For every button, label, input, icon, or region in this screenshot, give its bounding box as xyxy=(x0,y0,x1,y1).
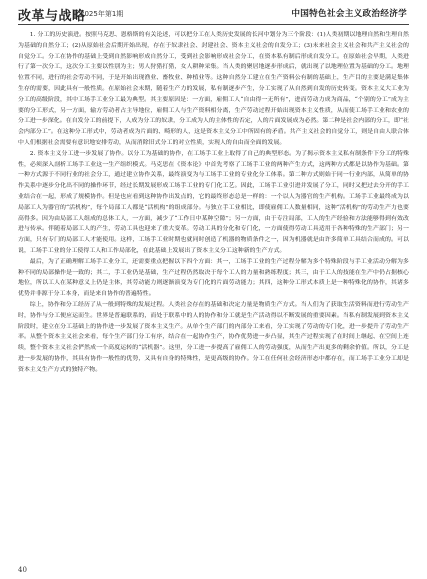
paragraph: 综上，协作和分工经历了从一般到特殊的发展过程。人类社会存在的基础和决定力量是物质生产方式。当人们为了获取生活资料而进行劳动生产时，协作与分工便应运而生。世界是普遍联系的，而处于联系中的人的协作和分工就是生产活动得以不断发展的重要因素。当私有制发展到资本主义阶段时，建立在分工基础上的协作进一步发展了资本主义生产。从单个生产部门的内部分工来看，分工实现了劳动的专门化，进一步提升了劳动生产率。从整个资本主义社会来看，每个生产部门分工有序，结合在一起协作生产，协作优势进一步凸显，其生产过程实现了在时间上继起、在空间上连续，整个资本主义社会俨然成一个高度运转的“活机器”。这里，分工进一步提高了雇佣工人的劳动强度，从而生产出更多的剩余价值。所以，分工是进一步发展的协作，其具有协作一般性的优势，又具有自身的特殊性，是更高级的协作。分工在任何社会经济形态中都存在，而工场手工业分工却是资本主义生产方式的独特产物。 xyxy=(18,301,409,373)
section-title: 中国特色社会主义政治经济学 xyxy=(291,9,407,19)
article-body xyxy=(18,30,409,376)
journal-logo: 改革与战略 xyxy=(18,9,86,24)
header-divider xyxy=(18,24,409,25)
page-header xyxy=(0,0,427,24)
paragraph: 2. 资本主义分工进一步发展了协作。以分工为基础的协作，在工场手工业上取得了自己的典型形态。为了揭示资本主义私有制条件下分工的特殊性，必须深入剖析工场手工业这一生产组织模式。马克思在《资本论》中首先考察了工场手工业的两种产生方式，这两种方式都是以协作为基础。第一种方式源于不同行业的社会分工，通过建立协作关系，最终演变为与工场手工业的专业化分工体系。第二种方式则始于同一行业内部，从简单的协作关系中逐步分化出不同的操作环节，经过长期发展形成工场手工业的专门化工艺。因此，工场手工业引进并发展了分工，同时又把过去分开的手工业结合在一起，形成了规模协作。但是也应看到这种协作出发点的，它的最终形态总是一样的：一个以人为器官的生产机构。工场手工业最终成为以局部工人为器官的“活机构”，每个局部工人都是“活机构”的组成部分。与独立手工业相比，即使雇佣工人数量相同，这种“活机构”的劳动生产力也要高得多。因为由局部工人组成的总体工人，一方面，减少了“工作日中某种空隙”；另一方面，由于专注局部，工人的生产经验和方法能够得到有效改进与传承。伴随着局部工人的产生，劳动工具也迎来了重大变革。劳动工具的分化和专门化，一方面使得劳动工具适用于各种特殊的生产部门；另一方面，只有专门的局部工人才能使用。这样，工场手工业时期也就同时创造了机器的物质条件之一，因为机器就是由许多简单工具结合而成的。可以说，工场手工业的分工使得工人和工作局部化，在此基础上发展出了资本主义分工这种新的生产方式。 xyxy=(18,150,409,254)
paragraph: 最后，为了正确理解工场手工业分工，还需要重点把握以下四个方面：其一，工场手工业的生产过程分解为多个特殊阶段与手工业活动分解为多种不同的局部操作是一致的；其二，手工业仍是基础，生产过程仍然取决于每个工人的力量和熟练程度；其三，由于工人的技能在生产中仍占据核心地位，所以工人在某种意义上仍是主体，其劳动能力则逐渐演变为专门化的片面劳动能力；其四，这种分工形式本质上是一种特殊化的协作，其诸多优势并非源于分工本身，而是来自协作的普遍特性。 xyxy=(18,258,409,298)
issue-label: 2025年第1期 xyxy=(80,10,124,18)
page-number: 40 xyxy=(18,566,27,574)
paragraph: 1. 分工的历史演进。按照马克思、恩格斯的有关论述，可以把分工在人类历史发展的长河中划分为三个阶段：(1)人类初期以地理自然和生理自然为基础的自然分工；(2)从原始社会后期开始出现，存在于奴隶社会、封建社会、资本主义社会的自发分工；(3)未来社会主义社会和共产主义社会的自觉分工。分工在协作的基础上受到自然影响形成自然分工，受到社会影响形成社会分工，在资本私有制后形成自发分工。在原始社会早期，人类进行了第一次分工，这次分工主要以性别为主；男人狩猎打猎，女人耕种采集。当人类的聚居地逐步形成后，就出现了以地理位置为基础的分工。地理位置不同，进行的社会劳动不同，于是开始出现渔业、畜牧业、种植业等。这种自然分工建立在生产资料公有制的基础上，生产目的主要是满足集体生存的需要，因此具有一般性质。在原始社会末期，随着生产力的发展，私有制逐步产生，分工实现了从自然到自发的历史转变。资本主义大工业为分工的高级阶段，其中工场手工业分工最为典型。其主要原因是：一方面，雇佣工人“自由得一无所有”，进而劳动力成为商品，“个别的分工”成为主要的分工形式，另一方面，输方劳动者占主导地位，雇佣工人与生产资料相分离，生产劳动过程开始出现资本主义性质，从而使工场手工业和农业的分工进一步深化。在自发分工的前提下，人成为分工的奴隶，分工成为人的主体性的否定，人的片面发展成为必然。第二种是社会内部的分工，即“社会内部分工”。在这种分工形式中，劳动者成为片面的、畸形的人，这是资本主义分工中所固有的矛盾。共产主义社会的自觉分工，则是自由人联合体中人们根据社会需要有意识地安排劳动，从而消除旧式分工的对立性质，实现人的自由而全面的发展。 xyxy=(18,32,409,146)
